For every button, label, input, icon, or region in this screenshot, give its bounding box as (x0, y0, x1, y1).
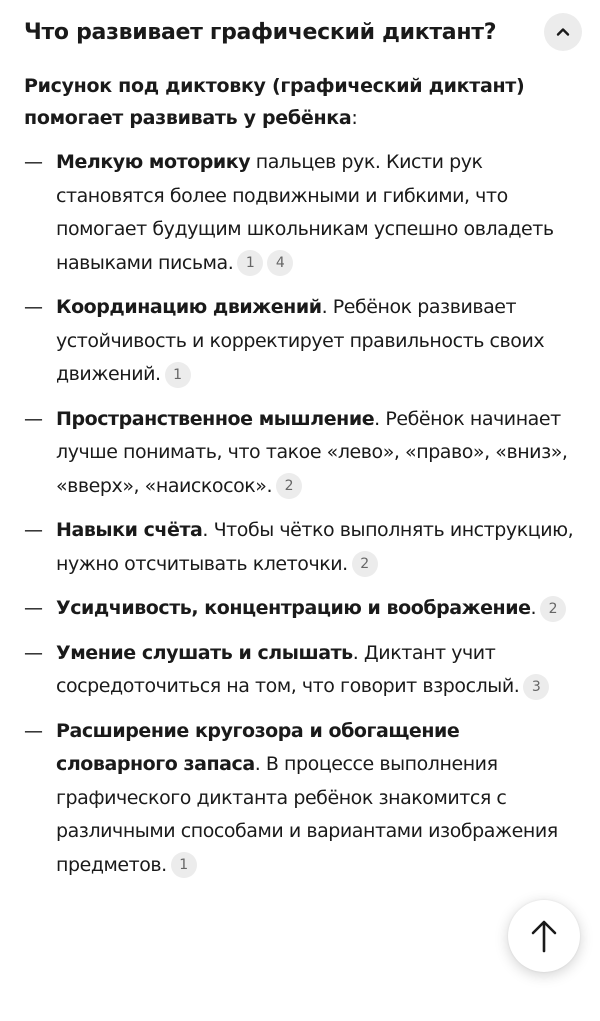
source-ref-badge[interactable]: 2 (276, 473, 302, 499)
source-ref-badge[interactable]: 2 (540, 596, 566, 622)
item-text: . (530, 597, 537, 619)
list-dash: — (24, 597, 43, 619)
chevron-up-icon (555, 24, 571, 40)
collapse-button[interactable] (544, 13, 582, 51)
source-refs (536, 597, 566, 619)
source-ref-badge[interactable]: 1 (171, 852, 197, 878)
item-bold-term: Мелкую моторику (56, 151, 251, 173)
list-dash: — (24, 519, 43, 541)
item-text: . Диктант учит сосредоточиться на том, что говорит взрослый. (56, 641, 520, 697)
source-ref-badge[interactable]: 4 (267, 250, 293, 276)
list-dash: — (24, 641, 43, 664)
item-bold-term: Усидчивость, концентрацию и воображение (56, 597, 531, 619)
list-item (24, 715, 582, 883)
item-bold-term: Координацию движений (56, 296, 322, 318)
intro-bold: Рисунок под диктовку (графический диктант) помогает развивать у ребёнка (24, 75, 525, 129)
source-ref-badge[interactable]: 1 (237, 250, 263, 276)
item-text: . В процессе выполнения графического диктанта ребёнок знакомится с различными способами и вариантами изображения предметов. (56, 753, 558, 876)
scroll-to-top-button[interactable] (508, 900, 580, 972)
item-bold-term: Умение слушать и слышать (56, 641, 353, 664)
item-text: пальцев рук. Кисти рук становятся более подвижными и гибкими, что помогает будущим школьникам успешно овладеть навыками письма. (56, 151, 554, 274)
list-item (24, 291, 582, 392)
item-bold-term: Навыки счёта (56, 519, 203, 541)
intro-rest: : (351, 107, 358, 129)
intro-paragraph (24, 70, 582, 134)
list-item (24, 514, 582, 581)
source-refs (161, 363, 191, 385)
item-bold-term: Пространственное мышление (56, 407, 375, 430)
source-refs (272, 475, 302, 497)
source-ref-badge[interactable]: 1 (165, 362, 191, 388)
answer-content (24, 70, 582, 893)
list-item (24, 146, 582, 280)
source-ref-badge[interactable]: 3 (523, 674, 549, 700)
list-dash: — (24, 719, 43, 742)
source-refs (233, 252, 293, 274)
list-item (24, 592, 582, 626)
answer-header (24, 6, 582, 58)
section-title: Что развивает графический диктант? (24, 19, 497, 45)
list-item (24, 637, 582, 704)
item-text: . Ребёнок развивает устойчивость и корректирует правильность своих движений. (56, 296, 545, 385)
list-dash: — (24, 151, 43, 173)
benefits-list (24, 146, 582, 882)
list-dash: — (24, 407, 43, 430)
source-refs (348, 553, 378, 575)
item-bold-term: Расширение кругозора и обогащение словарного запаса (56, 719, 460, 775)
source-refs (167, 854, 197, 876)
item-text: . Чтобы чётко выполнять инструкцию, нужно отсчитывать клеточки. (56, 519, 574, 575)
item-text: . Ребёнок начинает лучше понимать, что такое «лево», «право», «вниз», «вверх», «наискосок». (56, 407, 568, 497)
list-item (24, 403, 582, 504)
source-ref-badge[interactable]: 2 (352, 551, 378, 577)
list-dash: — (24, 296, 43, 318)
arrow-up-icon (529, 919, 559, 953)
source-refs (519, 675, 549, 697)
